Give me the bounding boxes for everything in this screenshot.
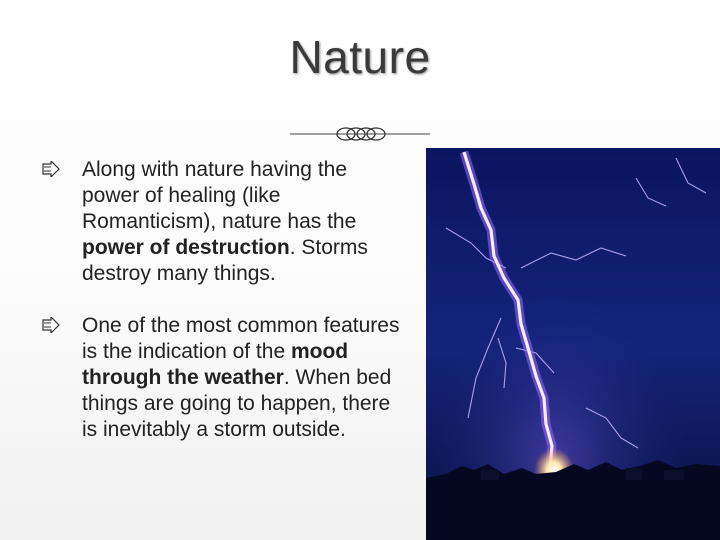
arrow-right-icon <box>42 161 60 177</box>
bullet-item <box>42 157 402 287</box>
bullet-text-part: One of the most common features is the indication of the <box>82 314 400 363</box>
bullet-text <box>82 313 402 443</box>
bullet-item <box>42 313 402 443</box>
bullet-list <box>42 157 402 469</box>
bullet-emphasis: power of destruction <box>82 236 290 259</box>
bullet-emphasis: mood through the weather <box>82 340 349 389</box>
arrow-right-icon <box>42 317 60 333</box>
ornament-divider <box>290 122 430 146</box>
slide-title: Nature <box>289 31 431 83</box>
bullet-text-part: Along with nature having the power of healing (like Romanticism), nature has the <box>82 158 357 233</box>
bullet-text <box>82 157 402 287</box>
bullet-text-part: . When bed things are going to happen, there is inevitably a storm outside. <box>82 366 392 441</box>
bullet-text-part: . Storms destroy many things. <box>82 236 368 285</box>
lightning-photo <box>426 148 720 540</box>
